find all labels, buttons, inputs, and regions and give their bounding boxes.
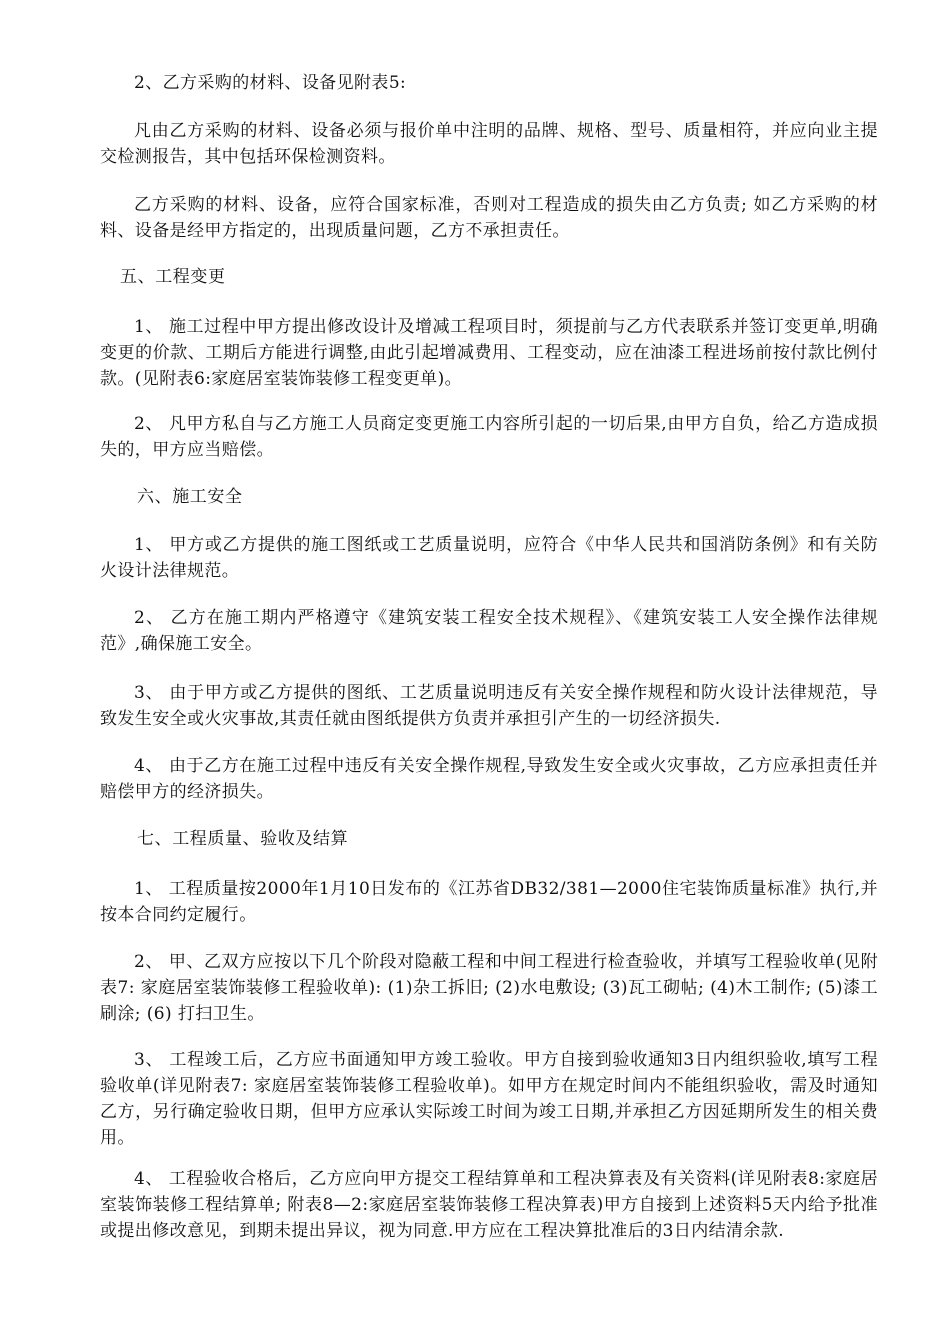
paragraph-quality-3: 3、 工程竣工后，乙方应书面通知甲方竣工验收。甲方自接到验收通知3日内组织验收,填写工程验收单(详见附表7: 家庭居室装饰装修工程验收单)。如甲方在规定时间内不能组织验收，需及时通知乙方，另行确定验收日期，但甲方应承认实际竣工时间为竣工日期,并承担乙方因延期所发生的相关费用。 [100, 1050, 878, 1148]
paragraph-quality-4: 4、 工程验收合格后，乙方应向甲方提交工程结算单和工程决算表及有关资料(详见附表8:家庭居室装饰装修工程结算单; 附表8—2:家庭居室装饰装修工程决算表)甲方自接到上述资料5天内给予批准或提出修改意见，到期未提出异议，视为同意.甲方应在工程决算批准后的3日内结清余款. [100, 1169, 878, 1241]
section-heading-7: 七、工程质量、验收及结算 [137, 829, 349, 849]
paragraph-safety-3: 3、 由于甲方或乙方提供的图纸、工艺质量说明违反有关安全操作规程和防火设计法律规范，导致发生安全或火灾事故,其责任就由图纸提供方负责并承担引产生的一切经济损失. [100, 683, 878, 729]
section-heading-5: 五、工程变更 [120, 267, 226, 287]
paragraph-materials-list: 2、乙方采购的材料、设备见附表5: [134, 73, 407, 93]
section-heading-6: 六、施工安全 [137, 487, 243, 507]
paragraph-safety-2: 2、 乙方在施工期内严格遵守《建筑安装工程安全技术规程》、《建筑安装工人安全操作法律规范》,确保施工安全。 [100, 608, 878, 654]
paragraph-materials-standard: 乙方采购的材料、设备，应符合国家标准，否则对工程造成的损失由乙方负责; 如乙方采购的材料、设备是经甲方指定的，出现质量问题，乙方不承担责任。 [100, 195, 878, 241]
paragraph-safety-4: 4、 由于乙方在施工过程中违反有关安全操作规程,导致发生安全或火灾事故，乙方应承担责任并赔偿甲方的经济损失。 [100, 756, 878, 802]
paragraph-quality-1: 1、 工程质量按2000年1月10日发布的《江苏省DB32/381—2000住宅装饰质量标准》执行,并按本合同约定履行。 [100, 879, 878, 925]
paragraph-safety-1: 1、 甲方或乙方提供的施工图纸或工艺质量说明，应符合《中华人民共和国消防条例》和有关防火设计法律规范。 [100, 535, 878, 581]
paragraph-change-2: 2、 凡甲方私自与乙方施工人员商定变更施工内容所引起的一切后果,由甲方自负，给乙方造成损失的，甲方应当赔偿。 [100, 414, 878, 460]
paragraph-materials-brand: 凡由乙方采购的材料、设备必须与报价单中注明的品牌、规格、型号、质量相符，并应向业主提交检测报告，其中包括环保检测资料。 [100, 121, 878, 167]
paragraph-quality-2: 2、 甲、乙双方应按以下几个阶段对隐蔽工程和中间工程进行检查验收，并填写工程验收单(见附表7: 家庭居室装饰装修工程验收单): (1)杂工拆旧; (2)水电敷设; (3)瓦工砌帖; (4)木工制作; (5)漆工刷涂; (6) 打扫卫生。 [100, 952, 878, 1024]
paragraph-change-1: 1、 施工过程中甲方提出修改设计及增减工程项目时，须提前与乙方代表联系并签订变更单,明确变更的价款、工期后方能进行调整,由此引起增减费用、工程变动，应在油漆工程进场前按付款比例付款。(见附表6:家庭居室装饰装修工程变更单)。 [100, 317, 878, 389]
